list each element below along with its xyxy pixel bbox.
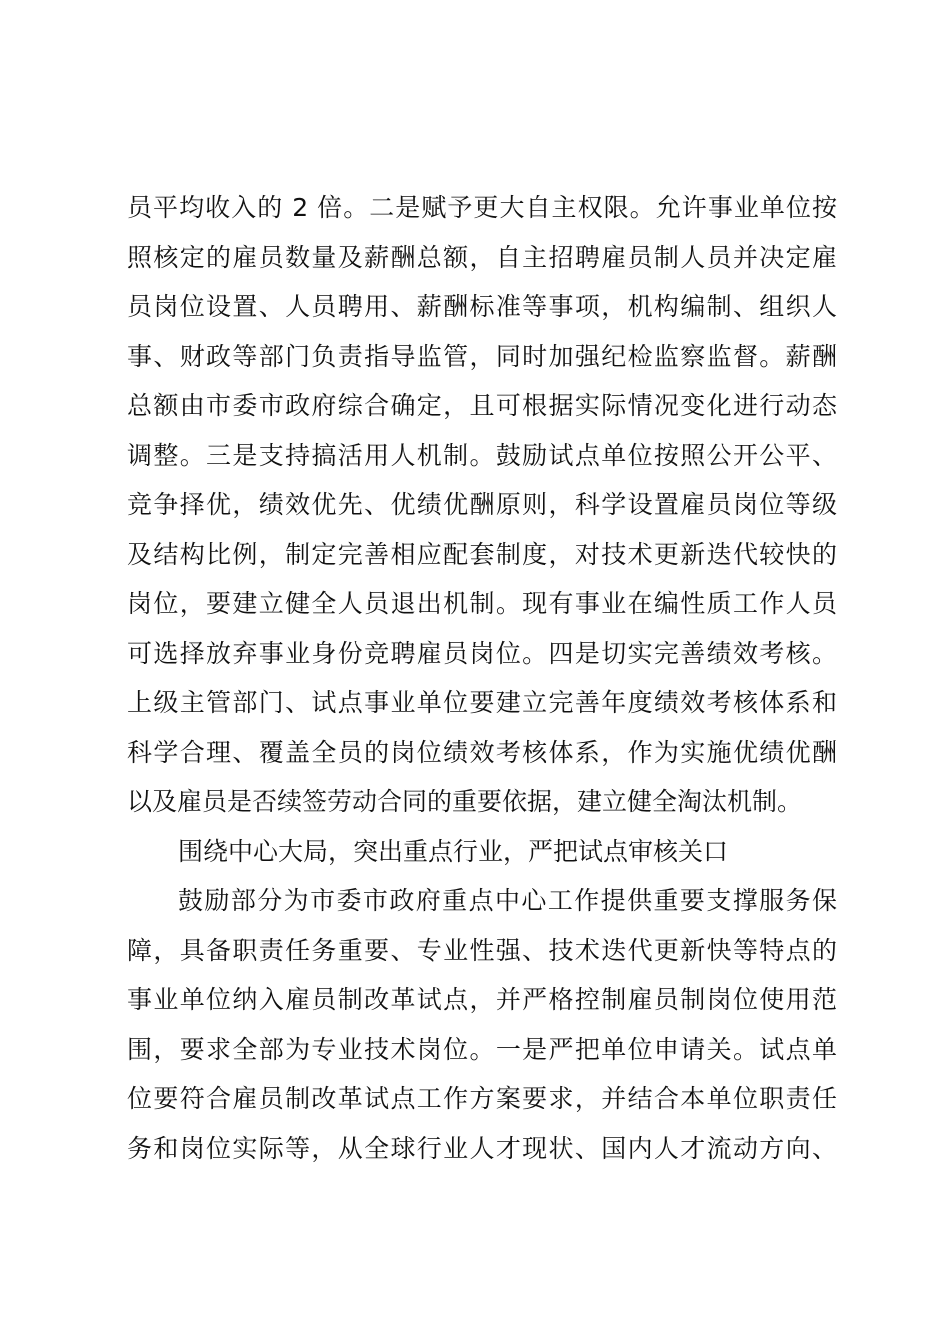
paragraph-line: 务和岗位实际等，从全球行业人才现状、国内人才流动方向、: [127, 1134, 837, 1163]
paragraph-line: 围，要求全部为专业技术岗位。一是严把单位申请关。试点单: [127, 1035, 837, 1064]
paragraph-line: 事、财政等部门负责指导监管，同时加强纪检监察监督。薪酬: [127, 342, 837, 371]
paragraph-line: 总额由市委市政府综合确定，且可根据实际情况变化进行动态: [127, 391, 837, 420]
paragraph-line: 照核定的雇员数量及薪酬总额，自主招聘雇员制人员并决定雇: [127, 243, 837, 272]
paragraph-line: 事业单位纳入雇员制改革试点，并严格控制雇员制岗位使用范: [127, 985, 837, 1014]
section-heading: 围绕中心大局，突出重点行业，严把试点审核关口: [178, 837, 729, 866]
paragraph-line: 鼓励部分为市委市政府重点中心工作提供重要支撑服务保: [178, 886, 837, 915]
paragraph-line: 上级主管部门、试点事业单位要建立完善年度绩效考核体系和: [127, 688, 837, 717]
paragraph-line: 科学合理、覆盖全员的岗位绩效考核体系，作为实施优绩优酬: [127, 738, 837, 767]
paragraph-line: 可选择放弃事业身份竞聘雇员岗位。四是切实完善绩效考核。: [127, 639, 837, 668]
paragraph-line: 岗位，要建立健全人员退出机制。现有事业在编性质工作人员: [127, 589, 837, 618]
paragraph-line: 障，具备职责任务重要、专业性强、技术迭代更新快等特点的: [127, 936, 837, 965]
paragraph-line: 位要符合雇员制改革试点工作方案要求，并结合本单位职责任: [127, 1084, 837, 1113]
paragraph-line: 以及雇员是否续签劳动合同的重要依据，建立健全淘汰机制。: [127, 787, 803, 816]
paragraph-line: 及结构比例，制定完善相应配套制度，对技术更新迭代较快的: [127, 540, 837, 569]
paragraph-line: 调整。三是支持搞活用人机制。鼓励试点单位按照公开公平、: [127, 441, 837, 470]
paragraph-line: 员平均收入的 2 倍。二是赋予更大自主权限。允许事业单位按: [127, 193, 837, 222]
paragraph-line: 竞争择优，绩效优先、优绩优酬原则，科学设置雇员岗位等级: [127, 490, 837, 519]
paragraph-line: 员岗位设置、人员聘用、薪酬标准等事项，机构编制、组织人: [127, 292, 837, 321]
